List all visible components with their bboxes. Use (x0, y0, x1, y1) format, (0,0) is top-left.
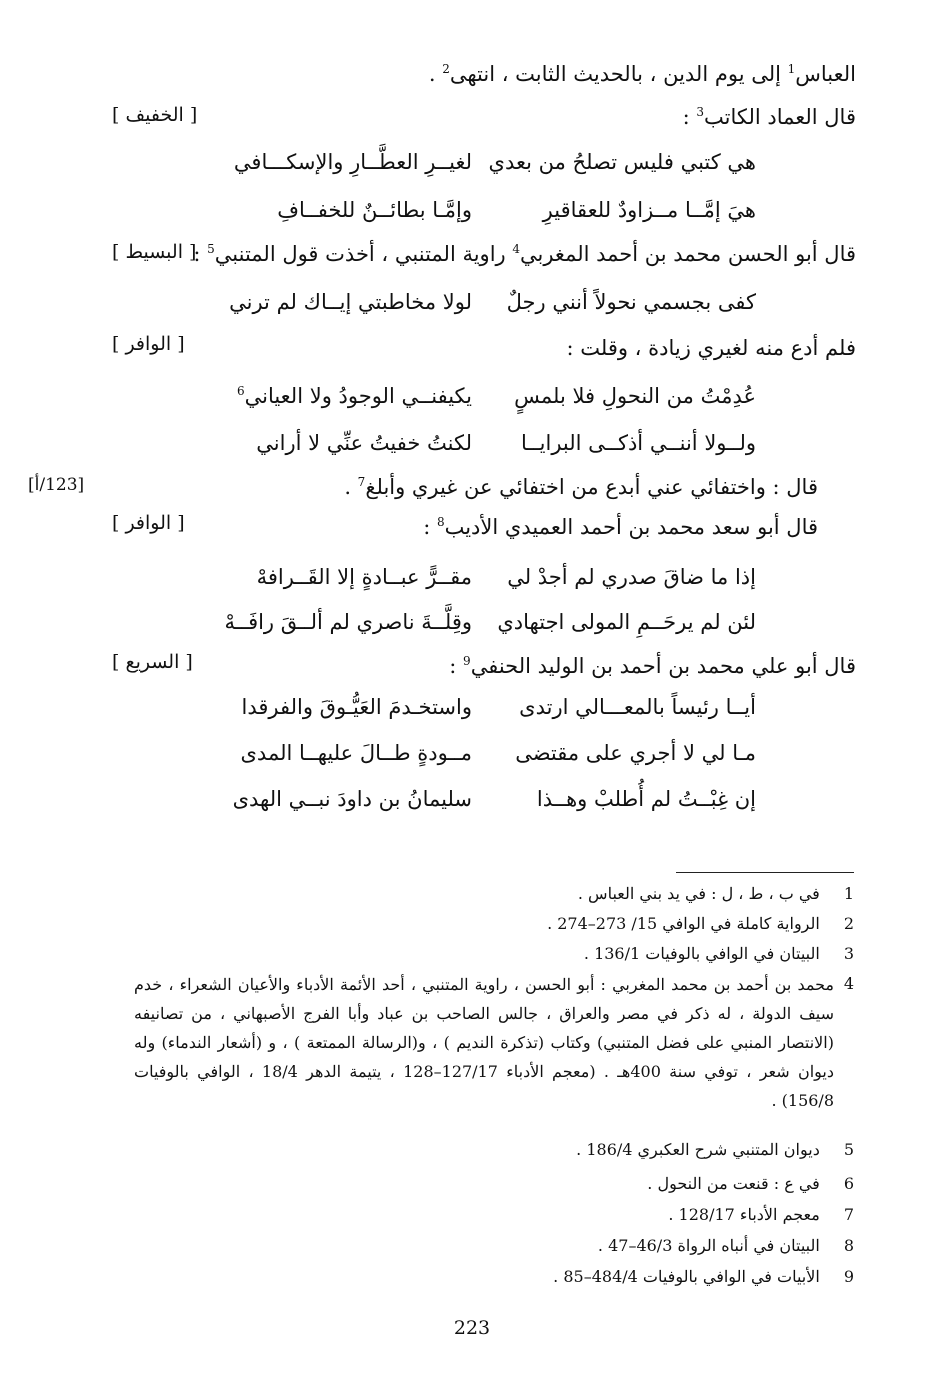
footnote-number: 8 (843, 1236, 854, 1255)
footnote-ref: 4 (512, 242, 520, 256)
prose-line: فلم أدع منه لغيري زيادة ، وقلت : (566, 336, 856, 360)
prose-text: : (423, 515, 437, 539)
verse-hemistich-first: هي كتبي فليس تصلحُ من بعدي (488, 150, 756, 174)
verse-hemistich-second: وإمَّـا بطائــنٌ للخفــافِ (277, 198, 472, 222)
footnote-text: الرواية كاملة في الوافي 15/ 273–274 . (547, 914, 820, 933)
prose-text: قال : واختفائي عني أبدع من اختفائي عن غيري وأبلغ (365, 475, 818, 499)
verse-hemistich-first: إذا ما ضاقَ صدري لم أجدْ لي (507, 565, 756, 589)
page-number: 223 (453, 1317, 491, 1339)
meter-label: [ السريع ] (112, 651, 193, 673)
prose-text: قال أبو علي محمد بن أحمد بن الوليد الحنفي (470, 654, 856, 678)
prose-text: . (428, 62, 443, 86)
prose-text: إلى يوم الدين ، بالحديث الثابت ، انتهى (449, 62, 788, 86)
footnote-number: 9 (843, 1267, 854, 1286)
footnote (584, 940, 854, 967)
verse-hemistich-second: مــودةٍ طــالَ عليهــا المدى (240, 741, 472, 765)
margin-folio-note: [123/أ] (28, 475, 85, 495)
footnote-ref: 7 (357, 475, 366, 489)
verse-hemistich-second (212, 381, 472, 411)
footnote-ref: 1 (787, 62, 796, 76)
footnote-text: الأبيات في الوافي بالوفيات 484/4–85 . (553, 1267, 820, 1286)
footnote-ref: 9 (463, 654, 471, 668)
prose-text: راوية المتنبي ، أخذت قول المتنبي (214, 242, 513, 266)
footnote (598, 1232, 854, 1259)
footnote-number: 2 (843, 914, 854, 933)
footnote-number: 6 (843, 1174, 854, 1193)
verse-hemistich-first: مـا لي لا أجري على مقتضى (515, 741, 756, 765)
verse-hemistich-second: لولا مخاطبتي إيــاك لم ترني (229, 290, 472, 314)
prose-line (110, 473, 818, 501)
footnote-ref: 5 (207, 242, 215, 256)
prose-text: قال أبو الحسن محمد بن أحمد المغربي (520, 242, 856, 266)
prose-text: : (449, 654, 464, 678)
verse-hemistich-second: لغيــرِ العطَّــارِ والإسكـــافي (233, 150, 472, 174)
footnote-number: 5 (843, 1140, 854, 1159)
footnote-number: 4 (843, 974, 854, 993)
meter-label: [ الخفيف ] (112, 104, 198, 126)
footnote-text: البيتان في الوافي بالوفيات 136/1 . (583, 944, 820, 963)
verse-hemistich-first: إن غِبْــتُ لم أُطلبْ وهــذا (536, 787, 756, 811)
prose-text: قال أبو سعد محمد بن أحمد العميدي الأديب (444, 515, 818, 539)
verse-hemistich-second: سليمانُ بن داودَ نبــي الهدى (232, 787, 472, 811)
footnote-text: معجم الأدباء 128/17 . (668, 1205, 820, 1224)
footnote-text: في ب ، ط ، ل : في يد بني العباس . (577, 884, 820, 903)
verse-hemistich-second: واستخـدمَ العَيُّـوقَ والفرقدا (241, 695, 472, 719)
footnote-ref: 6 (236, 384, 245, 398)
footnote-number: 3 (843, 944, 854, 963)
meter-label: [ الوافر ] (112, 512, 185, 534)
verse-hemistich-first: هيَ إمَّــا مــزاودٌ للعقاقيرِ (542, 198, 756, 222)
prose-text: العباس (795, 62, 856, 86)
verse-hemistich-first: ولــولا أننــي أذكــى البرايــا (520, 431, 756, 455)
meter-label: [ الوافر ] (112, 333, 185, 355)
footnote-ref: 2 (442, 62, 450, 76)
verse-hemistich-second: وقِلَّــةَ ناصري لم ألــقَ رافَــهْ (224, 610, 472, 634)
footnote-text: في ع : قنعت من النحول . (647, 1174, 820, 1193)
footnote-text: محمد بن أحمد بن محمد المغربي : أبو الحسن ، راوية المتنبي ، أحد الأئمة الأدباء والأعيان الشعراء ، خدم سيف الدولة ، له ذكر في مصر والعراق ، جالس الصاحب بن عباد وأبا الفرج الأصبهاني ، من تصانيفه (الانتصار المنبي على فضل المتنبي) وكتاب (تذكرة النديم ) ، و(الرسالة الممتعة ) ، و (أشعار الندماء) وله ديوان شعر ، توفي سنة 400هـ . (معجم الأدباء 127/17–128 ، يتيمة الدهر 18/4 ، الوافي بالوفيات 156/8) . (134, 975, 834, 1110)
verse-hemistich-first: كفى بجسمي نحولاً أنني رجلٌ (506, 290, 756, 314)
footnote-text: ديوان المتنبي شرح العكبري 186/4 . (576, 1140, 820, 1159)
prose-text: : (682, 105, 697, 129)
footnote (576, 1136, 854, 1163)
footnote-number: 7 (843, 1205, 854, 1224)
footnote (553, 1263, 854, 1290)
footnote (578, 880, 854, 907)
footnote-ref: 8 (436, 515, 445, 529)
prose-text: : (193, 242, 208, 266)
footnote (668, 1201, 854, 1228)
verse-hemistich-first: عُدِمْتُ من النحولِ فلا بلمسٍ (514, 384, 756, 408)
prose-text: قال العماد الكاتب (704, 105, 856, 129)
footnote (547, 910, 854, 937)
verse-hemistich-second: مقــرًّ عبــادةٍ إلا القَــرافهْ (256, 565, 472, 589)
footnote-divider (676, 872, 854, 873)
verse-hemistich-second: لكنتُ خفيتُ عنِّي لا أراني (256, 431, 472, 455)
verse-hemistich-first: أيــا رئيساً بالمعـــالي ارتدى (519, 695, 756, 719)
footnote (647, 1170, 854, 1197)
footnote-number: 1 (843, 884, 854, 903)
prose-line (110, 60, 856, 88)
footnote-text: البيتان في أنباه الرواة 46/3–47 . (597, 1236, 820, 1255)
footnote-ref: 3 (696, 105, 704, 119)
prose-text: . (344, 475, 358, 499)
verse-text: يكيفنــي الوجودُ ولا العياني (244, 384, 472, 408)
meter-label: [ البسيط ] (112, 241, 197, 263)
verse-hemistich-first: لئن لم يرحَــمِ المولى اجتهادي (497, 610, 756, 634)
